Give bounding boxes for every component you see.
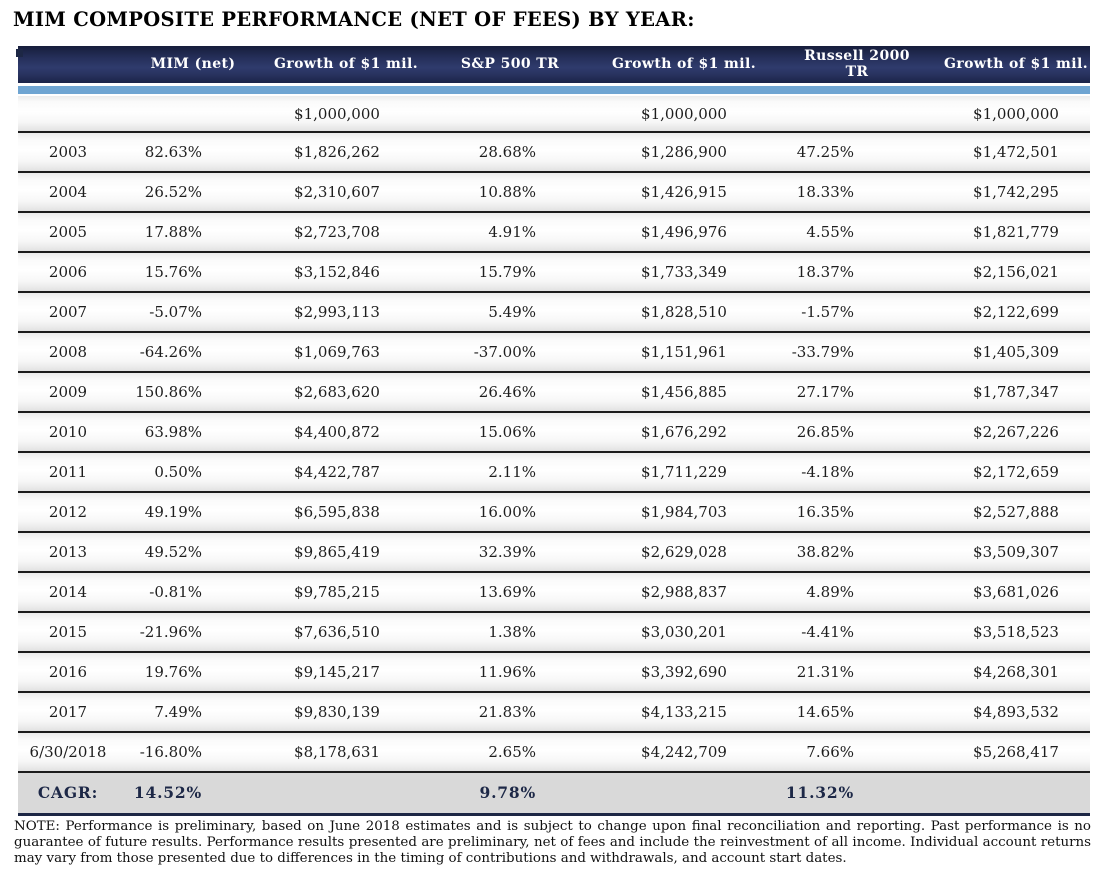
table-row-2008-cell-3: -37.00% [424, 332, 596, 372]
table-row-6-30-2018-cell-4: $4,242,709 [596, 732, 772, 772]
table-row-2006-cell-1: 15.76% [118, 252, 268, 292]
table-row-2011-cell-0: 2011 [18, 452, 118, 492]
table-row-2008-cell-5: -33.79% [772, 332, 942, 372]
table-row-2017-cell-0: 2017 [18, 692, 118, 732]
table-row-2014-cell-3: 13.69% [424, 572, 596, 612]
table-row-2006-cell-0: 2006 [18, 252, 118, 292]
table-row-2014-cell-2: $9,785,215 [268, 572, 424, 612]
table-row-2006-cell-6: $2,156,021 [942, 252, 1090, 292]
header-russell2000-tr [772, 46, 942, 83]
table-row-2005 [18, 212, 1090, 252]
table-row-2015-cell-1: -21.96% [118, 612, 268, 652]
table-row-2012 [18, 492, 1090, 532]
table-row-2011-cell-5: -4.18% [772, 452, 942, 492]
table-row-2012-cell-1: 49.19% [118, 492, 268, 532]
table-row-2007-cell-3: 5.49% [424, 292, 596, 332]
initial-investment-row-cell-0 [18, 96, 118, 132]
table-row-2011-cell-2: $4,422,787 [268, 452, 424, 492]
table-row-2015-cell-6: $3,518,523 [942, 612, 1090, 652]
table-row-2009-cell-5: 27.17% [772, 372, 942, 412]
table-row-2004-cell-5: 18.33% [772, 172, 942, 212]
header-growth-sp500 [596, 46, 772, 83]
cagr-row-cell-6 [942, 772, 1090, 814]
table-row-2008-cell-6: $1,405,309 [942, 332, 1090, 372]
table-row-6-30-2018 [18, 732, 1090, 772]
header-growth-sp500-label: Growth of $1 mil. [612, 55, 756, 72]
table-row-2009-cell-1: 150.86% [118, 372, 268, 412]
table-row-2015-cell-4: $3,030,201 [596, 612, 772, 652]
initial-investment-row-cell-5 [772, 96, 942, 132]
table-row-2013 [18, 532, 1090, 572]
header-mim-net-label: MIM (net) [150, 55, 236, 72]
table-row-2016-cell-3: 11.96% [424, 652, 596, 692]
table-row-2017-cell-3: 21.83% [424, 692, 596, 732]
table-row-2009 [18, 372, 1090, 412]
table-row-2004-cell-3: 10.88% [424, 172, 596, 212]
table-row-2005-cell-4: $1,496,976 [596, 212, 772, 252]
table-row-2010-cell-1: 63.98% [118, 412, 268, 452]
table-row-6-30-2018-cell-1: -16.80% [118, 732, 268, 772]
table-row-2017-cell-4: $4,133,215 [596, 692, 772, 732]
table-row-2005-cell-1: 17.88% [118, 212, 268, 252]
table-row-2014-cell-5: 4.89% [772, 572, 942, 612]
table-row-2009-cell-4: $1,456,885 [596, 372, 772, 412]
table-row-2010-cell-3: 15.06% [424, 412, 596, 452]
table-row-2015-cell-3: 1.38% [424, 612, 596, 652]
table-row-2004-cell-6: $1,742,295 [942, 172, 1090, 212]
table-row-2008-cell-2: $1,069,763 [268, 332, 424, 372]
table-row-2013-cell-2: $9,865,419 [268, 532, 424, 572]
table-row-2016-cell-5: 21.31% [772, 652, 942, 692]
header-sp500-tr-label: S&P 500 TR [460, 55, 560, 72]
table-row-2003-cell-0: 2003 [18, 132, 118, 172]
table-row-2012-cell-2: $6,595,838 [268, 492, 424, 532]
table-row-2004-cell-2: $2,310,607 [268, 172, 424, 212]
table-row-2015-cell-0: 2015 [18, 612, 118, 652]
table-row-2008-cell-4: $1,151,961 [596, 332, 772, 372]
table-row-2011-cell-1: 0.50% [118, 452, 268, 492]
table-row-2003-cell-5: 47.25% [772, 132, 942, 172]
table-row-2009-cell-3: 26.46% [424, 372, 596, 412]
table-row-2007-cell-4: $1,828,510 [596, 292, 772, 332]
table-row-2016-cell-0: 2016 [18, 652, 118, 692]
header-mim-net [118, 46, 268, 83]
table-row-2004-cell-0: 2004 [18, 172, 118, 212]
table-corner-notch [16, 49, 23, 57]
performance-table [18, 46, 1090, 816]
table-row-2015-cell-5: -4.41% [772, 612, 942, 652]
table-row-2007-cell-5: -1.57% [772, 292, 942, 332]
table-row-2013-cell-3: 32.39% [424, 532, 596, 572]
table-row-2005-cell-3: 4.91% [424, 212, 596, 252]
cagr-row-cell-2 [268, 772, 424, 814]
table-row-2014 [18, 572, 1090, 612]
cagr-row-cell-3: 9.78% [424, 772, 596, 814]
table-row-2009-cell-6: $1,787,347 [942, 372, 1090, 412]
table-row-2012-cell-6: $2,527,888 [942, 492, 1090, 532]
table-row-2006-cell-4: $1,733,349 [596, 252, 772, 292]
table-row-6-30-2018-cell-6: $5,268,417 [942, 732, 1090, 772]
initial-investment-row-cell-1 [118, 96, 268, 132]
table-row-2009-cell-2: $2,683,620 [268, 372, 424, 412]
table-row-2016-cell-4: $3,392,690 [596, 652, 772, 692]
table-row-2015 [18, 612, 1090, 652]
table-row-2013-cell-5: 38.82% [772, 532, 942, 572]
table-row-2014-cell-0: 2014 [18, 572, 118, 612]
table-row-2007 [18, 292, 1090, 332]
table-row-2010 [18, 412, 1090, 452]
table-row-2011-cell-6: $2,172,659 [942, 452, 1090, 492]
table-row-2008 [18, 332, 1090, 372]
table-row-2013-cell-6: $3,509,307 [942, 532, 1090, 572]
table-row-2010-cell-6: $2,267,226 [942, 412, 1090, 452]
table-row-2006-cell-5: 18.37% [772, 252, 942, 292]
header-year [18, 46, 118, 83]
table-row-6-30-2018-cell-0: 6/30/2018 [18, 732, 118, 772]
table-row-2003-cell-2: $1,826,262 [268, 132, 424, 172]
table-row-2017-cell-2: $9,830,139 [268, 692, 424, 732]
page [0, 8, 1105, 878]
header-russell2000-tr-label: Russell 2000 TR [804, 47, 910, 80]
table-row-2016-cell-1: 19.76% [118, 652, 268, 692]
cagr-row [18, 772, 1090, 814]
table-row-2011-cell-4: $1,711,229 [596, 452, 772, 492]
table-header [18, 46, 1090, 96]
table-row-2005-cell-5: 4.55% [772, 212, 942, 252]
table-body [18, 96, 1090, 814]
table-row-6-30-2018-cell-5: 7.66% [772, 732, 942, 772]
table-row-2008-cell-1: -64.26% [118, 332, 268, 372]
table-row-2004-cell-4: $1,426,915 [596, 172, 772, 212]
table-row-2014-cell-4: $2,988,837 [596, 572, 772, 612]
table-row-2012-cell-3: 16.00% [424, 492, 596, 532]
header-growth-russell-label: Growth of $1 mil. [944, 55, 1088, 72]
table-row-2017-cell-5: 14.65% [772, 692, 942, 732]
table-row-2007-cell-0: 2007 [18, 292, 118, 332]
table-row-2004 [18, 172, 1090, 212]
table-row-2006-cell-3: 15.79% [424, 252, 596, 292]
table-row-2016 [18, 652, 1090, 692]
header-growth-mim [268, 46, 424, 83]
table-row-2008-cell-0: 2008 [18, 332, 118, 372]
header-growth-mim-label: Growth of $1 mil. [274, 55, 418, 72]
table-row-2017-cell-1: 7.49% [118, 692, 268, 732]
table-row-2011-cell-3: 2.11% [424, 452, 596, 492]
table-row-6-30-2018-cell-3: 2.65% [424, 732, 596, 772]
cagr-row-cell-1: 14.52% [118, 772, 268, 814]
cagr-row-cell-5: 11.32% [772, 772, 942, 814]
table-row-2013-cell-0: 2013 [18, 532, 118, 572]
table-row-2009-cell-0: 2009 [18, 372, 118, 412]
table-row-2010-cell-0: 2010 [18, 412, 118, 452]
table-row-2007-cell-1: -5.07% [118, 292, 268, 332]
table-row-2005-cell-0: 2005 [18, 212, 118, 252]
table-row-2014-cell-6: $3,681,026 [942, 572, 1090, 612]
accent-bar-row [18, 83, 1090, 96]
table-row-2013-cell-4: $2,629,028 [596, 532, 772, 572]
table-row-2012-cell-4: $1,984,703 [596, 492, 772, 532]
table-row-2012-cell-0: 2012 [18, 492, 118, 532]
table-row-2007-cell-2: $2,993,113 [268, 292, 424, 332]
table-row-2010-cell-5: 26.85% [772, 412, 942, 452]
table-row-2011 [18, 452, 1090, 492]
initial-investment-row-cell-4: $1,000,000 [596, 96, 772, 132]
cagr-row-cell-4 [596, 772, 772, 814]
table-row-2003-cell-6: $1,472,501 [942, 132, 1090, 172]
table-row-2016-cell-6: $4,268,301 [942, 652, 1090, 692]
accent-bar-cell [18, 83, 1090, 96]
accent-bar [18, 86, 1090, 94]
table-row-2003-cell-3: 28.68% [424, 132, 596, 172]
table-row-2010-cell-2: $4,400,872 [268, 412, 424, 452]
table-row-2005-cell-6: $1,821,779 [942, 212, 1090, 252]
header-sp500-tr [424, 46, 596, 83]
table-row-2017 [18, 692, 1090, 732]
initial-investment-row-cell-3 [424, 96, 596, 132]
table-row-2015-cell-2: $7,636,510 [268, 612, 424, 652]
table-row-2007-cell-6: $2,122,699 [942, 292, 1090, 332]
header-row [18, 46, 1090, 83]
initial-investment-row-cell-2: $1,000,000 [268, 96, 424, 132]
footnote: NOTE: Performance is preliminary, based on June 2018 estimates and is subject to change upon final reconciliation and reporting. Past performance is no guarantee of future results. Performance results presented are preliminary, net of fees and include the reinvestment of all income. Individual account returns may vary from those presented due to differences in the timing of contributions and withdrawals, and account start dates. [14, 818, 1091, 866]
table-row-2013-cell-1: 49.52% [118, 532, 268, 572]
cagr-row-cell-0: CAGR: [18, 772, 118, 814]
table-row-2005-cell-2: $2,723,708 [268, 212, 424, 252]
header-growth-russell [942, 46, 1090, 83]
table-row-2006 [18, 252, 1090, 292]
table-row-6-30-2018-cell-2: $8,178,631 [268, 732, 424, 772]
table-row-2003-cell-4: $1,286,900 [596, 132, 772, 172]
table-row-2012-cell-5: 16.35% [772, 492, 942, 532]
initial-investment-row-cell-6: $1,000,000 [942, 96, 1090, 132]
table-row-2006-cell-2: $3,152,846 [268, 252, 424, 292]
table-row-2004-cell-1: 26.52% [118, 172, 268, 212]
table-row-2010-cell-4: $1,676,292 [596, 412, 772, 452]
table-row-2016-cell-2: $9,145,217 [268, 652, 424, 692]
table-row-2003 [18, 132, 1090, 172]
table-row-2014-cell-1: -0.81% [118, 572, 268, 612]
initial-investment-row [18, 96, 1090, 132]
page-title: MIM COMPOSITE PERFORMANCE (NET OF FEES) BY YEAR: [13, 8, 695, 31]
table-row-2003-cell-1: 82.63% [118, 132, 268, 172]
table-row-2017-cell-6: $4,893,532 [942, 692, 1090, 732]
